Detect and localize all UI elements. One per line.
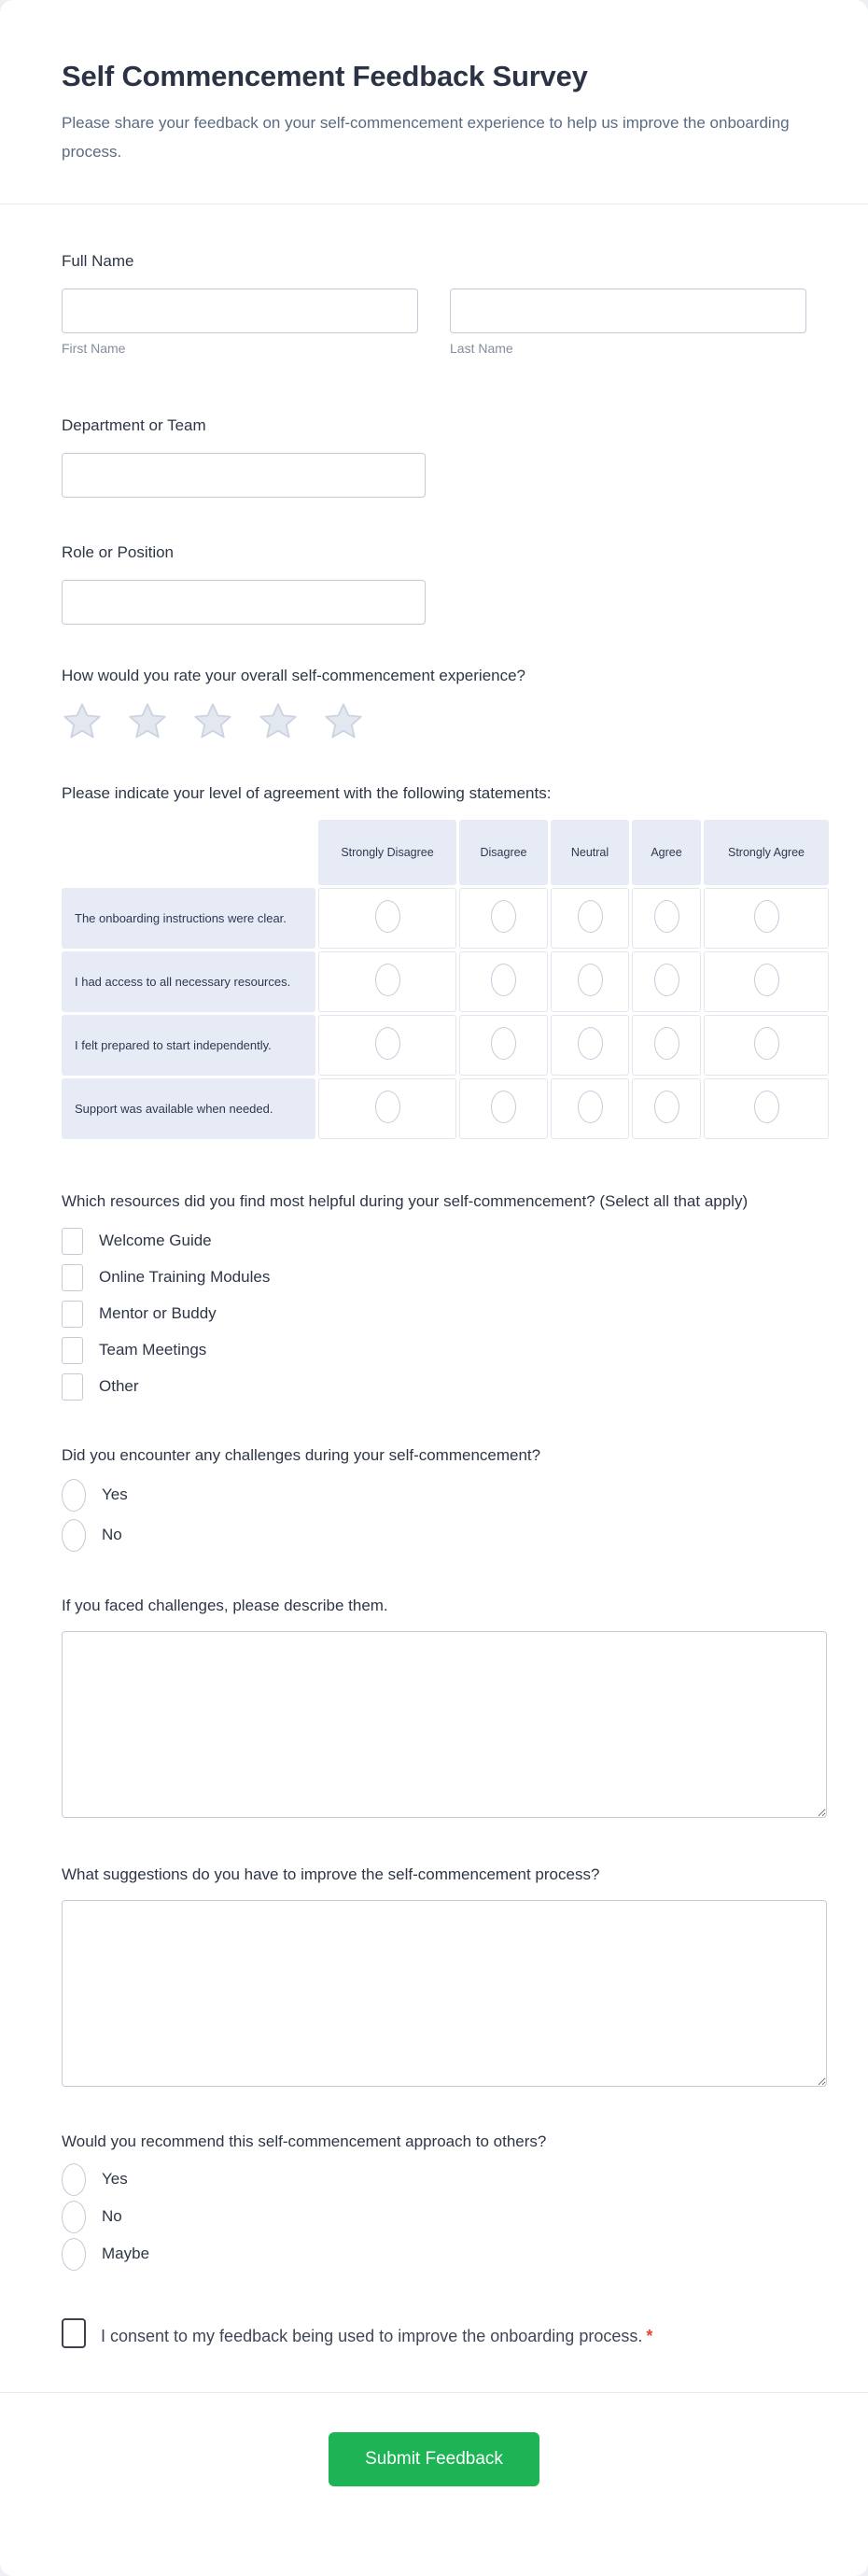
likert-radio[interactable] [654,1091,679,1123]
radio-option [62,2238,806,2270]
option-label: Yes [102,2170,128,2188]
last-name-sublabel: Last Name [450,341,513,356]
likert-radio[interactable] [491,1091,516,1123]
submit-button[interactable]: Submit Feedback [329,2432,539,2486]
radio-option [62,1479,806,1511]
likert-row [62,1015,829,1076]
likert-radio[interactable] [375,1091,400,1123]
star-icon[interactable] [323,701,364,742]
option-label: Maybe [102,2245,150,2262]
likert-column-header: Neutral [551,820,629,885]
radio-option [62,2201,806,2232]
likert-radio[interactable] [578,900,603,933]
star-icon[interactable] [258,701,299,742]
role-label: Role or Position [62,543,175,561]
likert-radio[interactable] [375,964,400,996]
likert-radio[interactable] [375,900,400,933]
likert-row-label: The onboarding instructions were clear. [62,888,315,949]
star-rating [62,701,806,742]
likert-row [62,1078,829,1139]
radio-button[interactable] [62,2163,86,2196]
likert-radio[interactable] [491,1027,516,1060]
likert-radio[interactable] [754,1091,779,1123]
department-label: Department or Team [62,416,206,434]
full-name-label: Full Name [62,252,134,270]
option-label: Yes [102,1485,128,1503]
likert-radio[interactable] [654,900,679,933]
likert-row-label: I had access to all necessary resources. [62,951,315,1012]
option-label: Welcome Guide [99,1232,212,1249]
checkbox-option [62,1227,806,1255]
radio-button[interactable] [62,1519,86,1552]
likert-radio[interactable] [578,1091,603,1123]
radio-button[interactable] [62,1479,86,1512]
first-name-input[interactable] [62,289,418,333]
consent-checkbox[interactable] [62,2318,86,2348]
checkbox-option [62,1336,806,1364]
likert-radio[interactable] [578,964,603,996]
question-agreement [62,783,806,1142]
option-label: Other [99,1377,139,1395]
question-role [62,542,806,625]
checkbox[interactable] [62,1373,83,1401]
star-icon[interactable] [62,701,103,742]
department-input[interactable] [62,453,426,498]
challenges-detail-question: If you faced challenges, please describe them. [62,1597,388,1614]
question-department [62,415,806,498]
required-asterisk: * [646,2327,653,2345]
checkbox-option [62,1372,806,1401]
star-icon[interactable] [127,701,168,742]
likert-radio[interactable] [578,1027,603,1060]
option-label: Mentor or Buddy [99,1304,217,1322]
checkbox[interactable] [62,1228,83,1255]
option-label: No [102,2207,122,2225]
consent-row [62,2318,806,2353]
page-subtitle: Please share your feedback on your self-commencement experience to help us improve the onboarding process. [62,114,790,161]
likert-column-header: Agree [632,820,701,885]
challenges-options [62,1479,806,1551]
question-suggestions [62,1865,806,2087]
last-name-input[interactable] [450,289,806,333]
likert-row-label: I felt prepared to start independently. [62,1015,315,1076]
checkbox-option [62,1263,806,1291]
likert-row-label: Support was available when needed. [62,1078,315,1139]
likert-table [59,817,832,1142]
likert-column-header: Strongly Agree [704,820,829,885]
likert-radio[interactable] [754,900,779,933]
likert-radio[interactable] [654,1027,679,1060]
radio-option [62,1519,806,1551]
page-title: Self Commencement Feedback Survey [62,60,588,92]
challenges-question: Did you encounter any challenges during your self-commencement? [62,1446,541,1464]
radio-button[interactable] [62,2201,86,2233]
option-label: Online Training Modules [99,1268,271,1286]
resources-options [62,1227,806,1401]
option-label: Team Meetings [99,1341,207,1358]
likert-radio[interactable] [491,900,516,933]
challenges-detail-textarea[interactable] [62,1631,827,1818]
recommend-question: Would you recommend this self-commencement approach to others? [62,2133,547,2150]
recommend-options [62,2163,806,2270]
resources-question: Which resources did you find most helpful during your self-commencement? (Select all that apply) [62,1192,749,1210]
agreement-question: Please indicate your level of agreement with the following statements: [62,784,552,802]
likert-radio[interactable] [754,1027,779,1060]
likert-radio[interactable] [754,964,779,996]
likert-radio[interactable] [375,1027,400,1060]
question-full-name [62,251,806,356]
suggestions-textarea[interactable] [62,1900,827,2087]
likert-row [62,951,829,1012]
suggestions-question: What suggestions do you have to improve the self-commencement process? [62,1865,600,1883]
consent-label: I consent to my feedback being used to improve the onboarding process. [101,2327,643,2345]
form-footer [0,2392,868,2576]
likert-radio[interactable] [654,964,679,996]
checkbox-option [62,1300,806,1328]
option-label: No [102,1526,122,1543]
first-name-sublabel: First Name [62,341,126,356]
checkbox[interactable] [62,1264,83,1291]
likert-radio[interactable] [491,964,516,996]
question-challenges-detail [62,1596,806,1818]
likert-corner-cell [62,820,315,885]
question-resources [62,1189,806,1401]
form-body [0,204,868,2353]
radio-button[interactable] [62,2238,86,2271]
star-icon[interactable] [192,701,233,742]
question-recommend [62,2132,806,2270]
checkbox[interactable] [62,1301,83,1328]
radio-option [62,2163,806,2195]
likert-row [62,888,829,949]
question-rating [62,666,806,742]
question-challenges [62,1445,806,1551]
likert-column-header: Disagree [459,820,548,885]
rating-question: How would you rate your overall self-commencement experience? [62,667,526,684]
role-input[interactable] [62,580,426,625]
checkbox[interactable] [62,1337,83,1364]
form-header [0,0,868,204]
likert-column-header: Strongly Disagree [318,820,456,885]
